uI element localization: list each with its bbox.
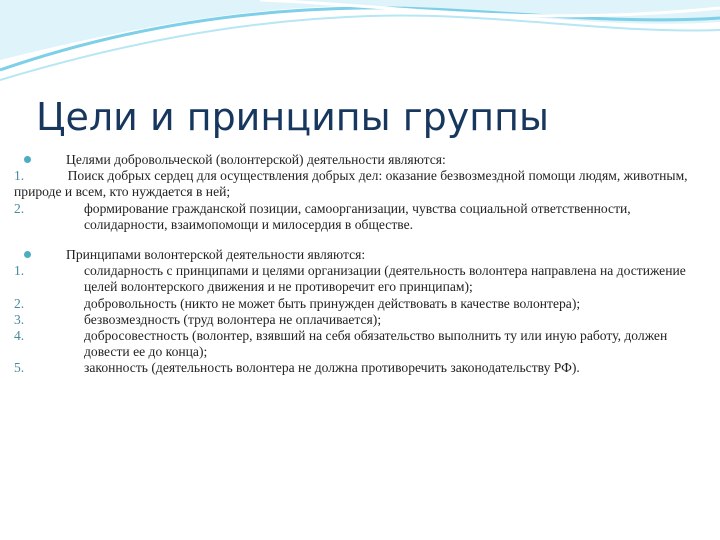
principles-bullet — [14, 247, 704, 263]
page-title: Цели и принципы группы — [36, 95, 549, 139]
principle-text: солидарность с принципами и целями организации (деятельность волонтера направлена на достижение целей волонтерского движения и не противоречит его принципам); — [84, 263, 686, 295]
bullet-dot-icon — [24, 251, 31, 258]
principle-number: 2. — [14, 295, 25, 311]
goal-item — [14, 201, 704, 233]
goal-item — [14, 168, 704, 200]
principle-number: 4. — [14, 328, 25, 344]
goal-text: Поиск добрых сердец для осуществления добрых дел: оказание безвозмездной помощи людям, животным, природе и всем, кто нуждается в ней; — [14, 168, 688, 200]
principle-item — [14, 360, 704, 376]
principle-item — [14, 296, 704, 312]
principle-number: 1. — [14, 263, 25, 279]
principle-item — [14, 263, 704, 295]
goals-bullet — [14, 152, 704, 168]
principle-text: добросовестность (волонтер, взявший на себя обязательство выполнить ту или иную работу, должен довести ее до конца); — [84, 328, 668, 360]
principle-item — [14, 312, 704, 328]
bullet-dot-icon — [24, 156, 31, 163]
principle-number: 3. — [14, 311, 25, 327]
principle-item — [14, 328, 704, 360]
slide-content — [14, 152, 704, 377]
goal-number: 1. — [14, 168, 25, 184]
principle-text: безвозмездность (труд волонтера не оплачивается); — [84, 311, 382, 327]
principle-text: добровольность (никто не может быть принужден действовать в качестве волонтера); — [84, 295, 581, 311]
principle-number: 5. — [14, 360, 25, 376]
header-wave-decoration — [0, 0, 720, 90]
goal-number: 2. — [14, 200, 25, 216]
principles-intro: Принципами волонтерской деятельности являются: — [66, 247, 366, 263]
principle-text: законность (деятельность волонтера не должна противоречить законодательству РФ). — [84, 360, 580, 376]
goals-intro: Целями добровольческой (волонтерской) деятельности являются: — [66, 152, 446, 167]
goal-text: формирование гражданской позиции, самоорганизации, чувства социальной ответственности, солидарности, взаимопомощи и милосердия в обществе. — [84, 200, 631, 232]
